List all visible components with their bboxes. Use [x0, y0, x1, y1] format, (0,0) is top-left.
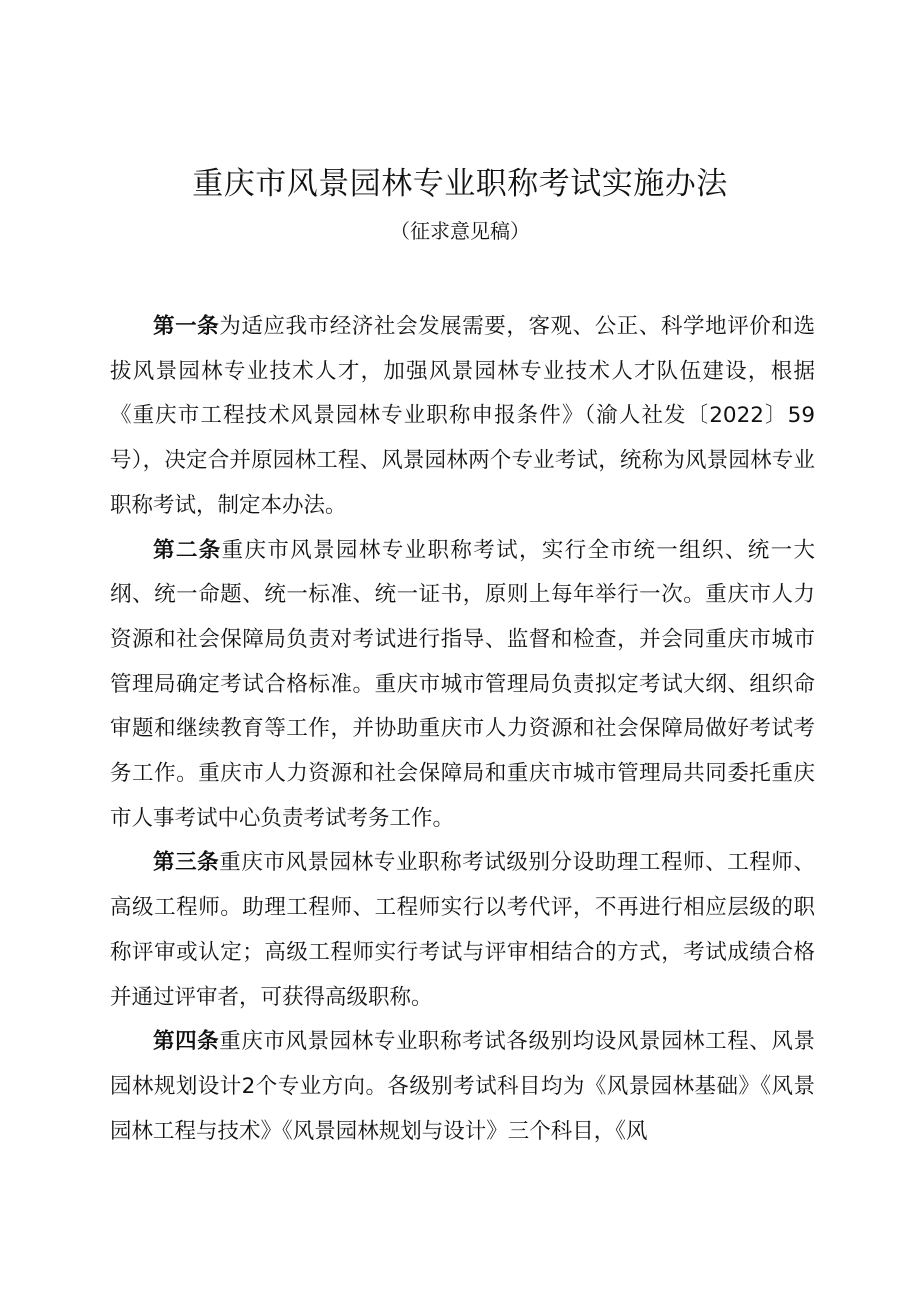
article-2-text: 重庆市风景园林专业职称考试，实行全市统一组织、统一大纲、统一命题、统一标准、统一证书，原则上每年举行一次。重庆市人力资源和社会保障局负责对考试进行指导、监督和检查，并会同重庆市城市管理局确定考试合格标准。重庆市城市管理局负责拟定考试大纲、组织命审题和继续教育等工作，并协助重庆市人力资源和社会保障局做好考试考务工作。重庆市人力资源和社会保障局和重庆市城市管理局共同委托重庆市人事考试中心负责考试考务工作。 [110, 537, 815, 831]
article-3-paragraph [110, 841, 815, 1020]
article-3-text: 重庆市风景园林专业职称考试级别分设助理工程师、工程师、高级工程师。助理工程师、工程师实行以考代评，不再进行相应层级的职称评审或认定；高级工程师实行考试与评审相结合的方式，考试成绩合格并通过评审者，可获得高级职称。 [110, 850, 815, 1010]
article-3-label: 第三条 [153, 850, 220, 876]
article-2-label: 第二条 [153, 537, 222, 563]
document-body [110, 305, 815, 1154]
article-4-paragraph [110, 1020, 815, 1154]
article-1-text: 为适应我市经济社会发展需要，客观、公正、科学地评价和选拔风景园林专业技术人才，加强风景园林专业技术人才队伍建设，根据《重庆市工程技术风景园林专业职称申报条件》（渝人社发〔2022〕59号），决定合并原园林工程、风景园林两个专业考试，统称为风景园林专业职称考试，制定本办法。 [110, 314, 815, 518]
article-4-label: 第四条 [153, 1029, 220, 1055]
article-2-paragraph [110, 529, 815, 842]
document-subtitle: （征求意见稿） [390, 219, 530, 243]
article-1-paragraph [110, 305, 815, 529]
document-title: 重庆市风景园林专业职称考试实施办法 [192, 166, 728, 202]
article-1-label: 第一条 [153, 314, 220, 339]
article-4-text: 重庆市风景园林专业职称考试各级别均设风景园林工程、风景园林规划设计2个专业方向。各级别考试科目均为《风景园林基础》《风景园林工程与技术》《风景园林规划与设计》三个科目，《风 [110, 1029, 815, 1144]
